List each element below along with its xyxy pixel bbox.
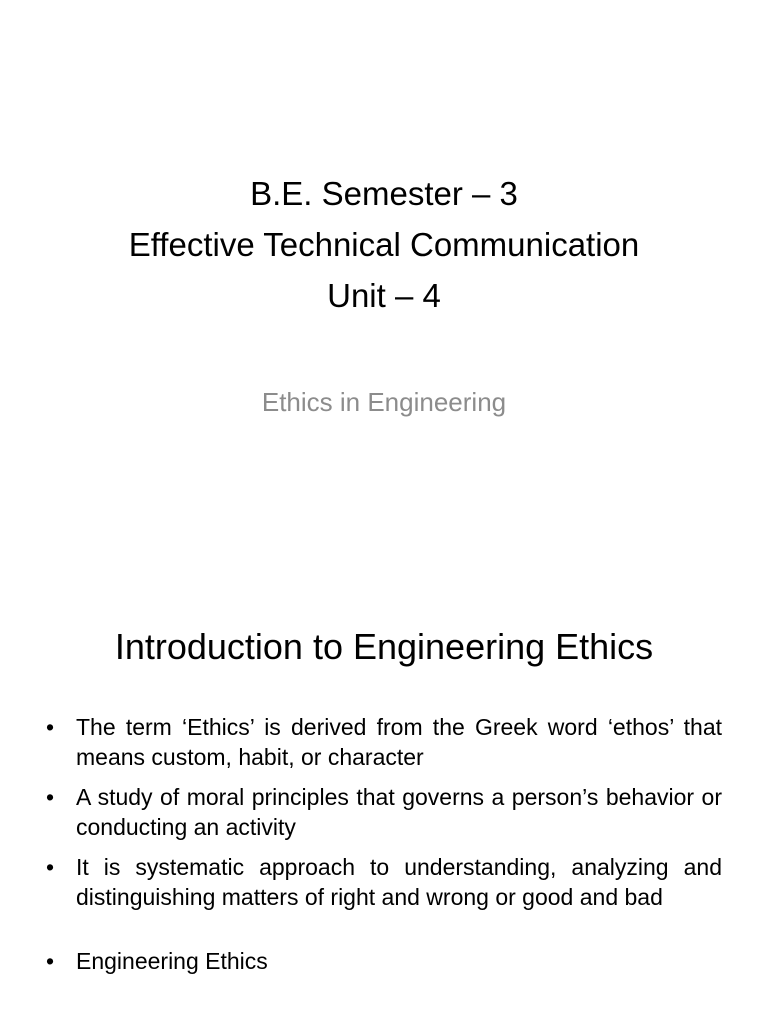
bullet-text: It is systematic approach to understanding, analyzing and distinguishing matters of right and wrong or good and bad (76, 854, 722, 910)
title-line-course: Effective Technical Communication (128, 226, 640, 263)
slide-heading: Introduction to Engineering Ethics (114, 626, 654, 667)
bullet-text: Engineering Ethics (76, 948, 268, 974)
bullet-item (46, 946, 722, 976)
bullet-marker: • (46, 948, 55, 974)
title-line-semester: B.E. Semester – 3 (250, 175, 518, 212)
slide-subtitle: Ethics in Engineering (261, 387, 507, 417)
slide-title (0, 168, 768, 321)
bullet-marker: • (46, 854, 55, 880)
title-line-unit: Unit – 4 (327, 277, 441, 314)
bullet-item (46, 712, 722, 772)
bullet-marker: • (46, 784, 55, 810)
bullet-item (46, 782, 722, 842)
bullet-list (46, 712, 722, 986)
bullet-text: A study of moral principles that governs a person’s behavior or conducting an activity (76, 784, 722, 840)
bullet-text: The term ‘Ethics’ is derived from the Greek word ‘ethos’ that means custom, habit, or character (76, 714, 722, 770)
bullet-item (46, 852, 722, 912)
bullet-marker: • (46, 714, 55, 740)
content-slide (0, 576, 768, 1024)
